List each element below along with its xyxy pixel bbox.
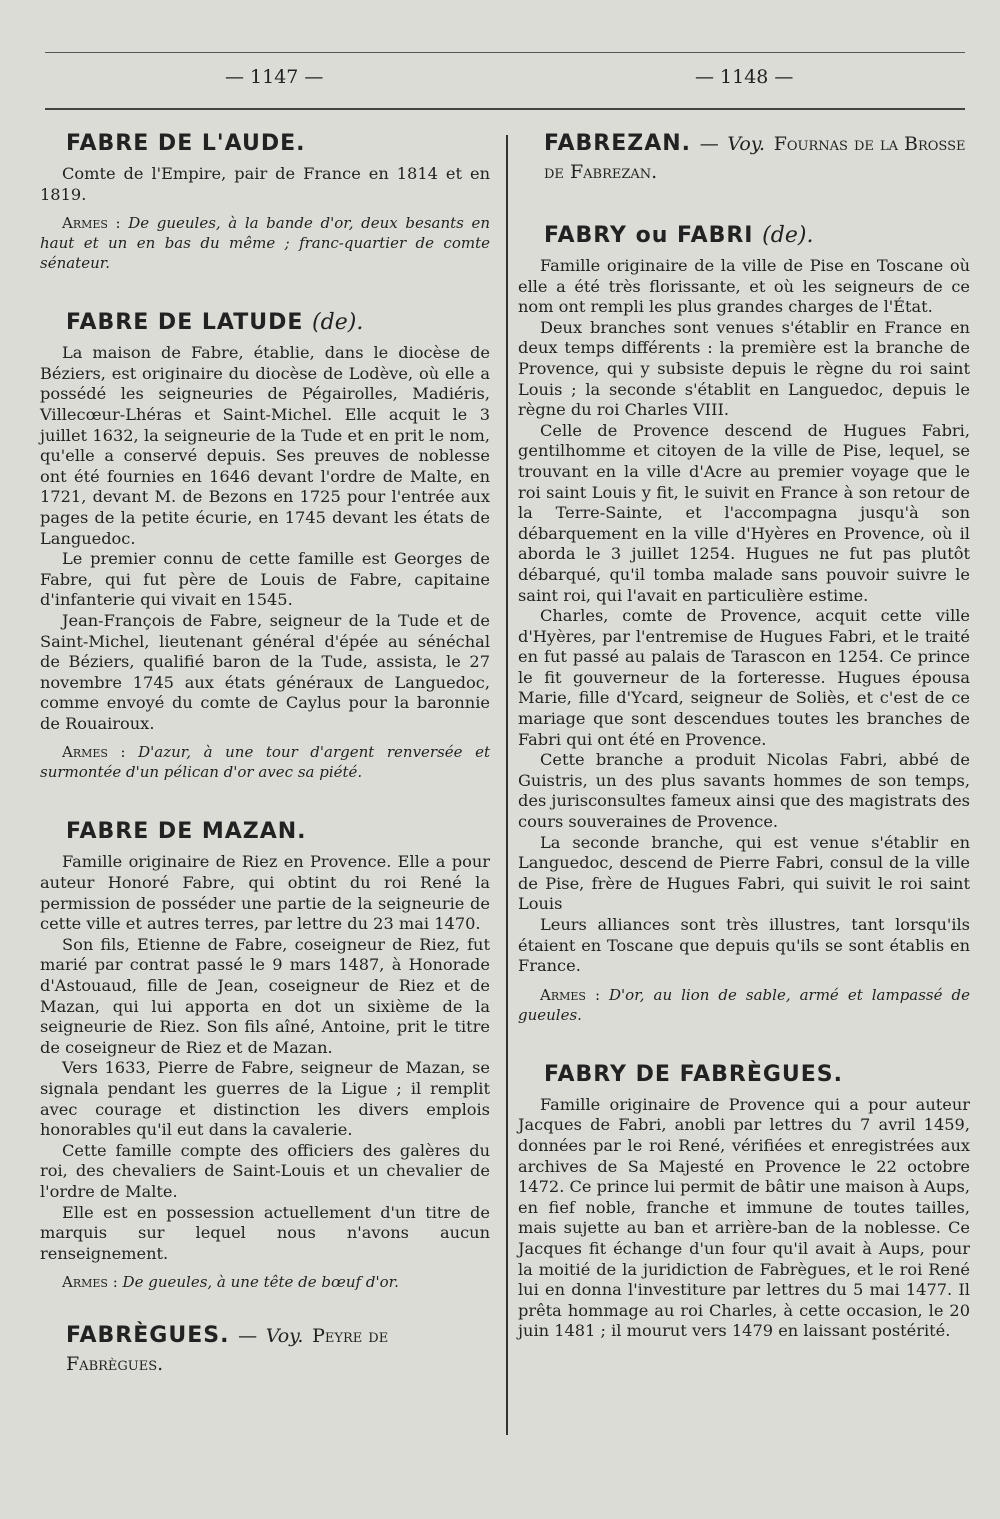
entry-paragraph: Leurs alliances sont très illustres, tant lorsqu'ils étaient en Toscane que depuis qu'ils se sont établis en France. — [518, 915, 970, 976]
entry-title: FABRE DE MAZAN. — [66, 819, 307, 845]
entry-title-suffix: (de). — [312, 310, 364, 336]
entry-fabrezan — [518, 130, 970, 186]
header-rule — [45, 108, 965, 110]
arms-label: Armes : — [540, 985, 601, 1004]
arms-text: De gueules, à la bande d'or, deux besants en haut et un en bas du même ; franc-quartier de comte sénateur. — [40, 214, 490, 273]
page-number-right: — 1148 — — [695, 66, 794, 88]
entry-dash: — — [238, 1325, 258, 1348]
entry-fabre-aude — [40, 130, 490, 273]
voy-label: Voy. — [265, 1325, 304, 1348]
arms-label: Armes : — [62, 1273, 118, 1292]
cross-reference[interactable]: Peyre de Fabrègues. — [66, 1325, 389, 1376]
entry-paragraph: Famille originaire de la ville de Pise en Toscane où elle a été très florissante, et où les seigneurs de ce nom ont rempli les plus grandes charges de l'État. — [518, 256, 970, 317]
entry-title: FABRY DE FABRÈGUES. — [544, 1061, 843, 1087]
entry-title — [544, 130, 970, 186]
entry-paragraph: Son fils, Etienne de Fabre, coseigneur de Riez, fut marié par contrat passé le 9 mars 1487, à Honorade d'Astouaud, fille de Jean, coseigneur de Riez et de Mazan, qui lui apporta en dot un sixième de la seigneurie de Riez. Son fils aîné, Antoine, prit le titre de coseigneur de Riez et de Mazan. — [40, 934, 490, 1057]
top-rule — [45, 52, 965, 53]
entry-paragraph: Le premier connu de cette famille est Georges de Fabre, qui fut père de Louis de Fabre, capitaine d'infanterie qui vivait en 1545. — [40, 549, 490, 610]
entry-paragraph: Famille originaire de Riez en Provence. Elle a pour auteur Honoré Fabre, qui obtint du roi René la permission de posséder une partie de la seigneurie de cette ville et autres terres, par lettre du 23 mai 1470. — [40, 852, 490, 934]
arms-text: De gueules, à une tête de bœuf d'or. — [122, 1273, 399, 1292]
entry-fabre-latude — [40, 309, 490, 782]
arms-label: Armes : — [62, 743, 126, 762]
entry-arms — [40, 742, 490, 782]
entry-paragraph: Cette famille compte des officiers des galères du roi, des chevaliers de Saint-Louis et un chevalier de l'ordre de Malte. — [40, 1140, 490, 1201]
left-column — [40, 130, 490, 1384]
entry-fabry-fabregues — [518, 1061, 970, 1342]
entry-title-text: FABRY ou FABRI — [544, 223, 754, 248]
entry-title-text: FABRÈGUES. — [66, 1323, 230, 1349]
entry-fabre-mazan — [40, 818, 490, 1292]
voy-label: Voy. — [727, 133, 766, 155]
entry-paragraph: Cette branche a produit Nicolas Fabri, abbé de Guistris, un des plus savants hommes de son temps, des jurisconsultes fameux ainsi que des magistrats des cours souveraines de Provence. — [518, 750, 970, 832]
entry-paragraph: La seconde branche, qui est venue s'établir en Languedoc, descend de Pierre Fabri, consul de la ville de Pise, frère de Hugues Fabri, qui suivit le roi saint Louis — [518, 832, 970, 914]
entry-paragraph: La maison de Fabre, établie, dans le diocèse de Béziers, est originaire du diocèse de Lodève, où elle a possédé les seigneuries de Pégairolles, Madiéris, Villecœur-Lhéras et Saint-Michel. Elle acquit le 3 juillet 1632, la seigneurie de la Tude et en prit le nom, qu'elle a conservé depuis. Ses preuves de noblesse ont été fournies en 1646 devant l'ordre de Malte, en 1721, devant M. de Bezons en 1725 pour l'entrée aux pages de la petite écurie, en 1745 devant les états de Languedoc. — [40, 343, 490, 548]
entry-title-text: FABREZAN. — [544, 131, 692, 156]
entry-paragraph: Famille originaire de Provence qui a pour auteur Jacques de Fabri, anobli par lettres du 7 avril 1459, données par le roi René, vérifiées et enregistrées aux archives de Sa Majesté en Provence le 22 octobre 1472. Ce prince lui permit de bâtir une maison à Aups, en fief noble, franche et immune de toutes tailles, mais sujette au ban et arrière-ban de la noblesse. Ce Jacques fit échange d'un four qu'il avait à Aups, pour la moitié de la juridiction de Fabrègues, et le roi René lui en donna l'investiture par lettres du 5 mai 1477. Il prêta hommage au roi Charles, à cette occasion, le 20 juin 1481 ; il mourut vers 1479 en laissant postérité. — [518, 1094, 970, 1341]
entry-paragraph: Deux branches sont venues s'établir en France en deux temps différents : la première est la branche de Provence, qui y subsiste depuis le règne du roi saint Louis ; la seconde s'établit en Languedoc, depuis le règne du roi Charles VIII. — [518, 317, 970, 420]
entry-title-text: FABRE DE LATUDE — [66, 310, 304, 336]
entry-title — [66, 309, 490, 337]
arms-text: D'or, au lion de sable, armé et lampassé de gueules. — [518, 985, 970, 1024]
page-number-left: — 1147 — — [225, 66, 324, 88]
entry-title-suffix: (de). — [762, 223, 814, 248]
entry-paragraph: Jean-François de Fabre, seigneur de la Tude et de Saint-Michel, lieutenant général d'épée au sénéchal de Béziers, qualifié baron de la Tude, assista, le 27 novembre 1745 aux états généraux de Languedoc, comme envoyé du comte de Caylus pour la baronnie de Rouairoux. — [40, 610, 490, 733]
entry-paragraph: Charles, comte de Provence, acquit cette ville d'Hyères, par l'entremise de Hugues Fabri, et le traité en fut passé au palais de Tarascon en 1254. Ce prince le fit gouverneur de la forteresse. Hugues épousa Marie, fille d'Ycard, seigneur de Soliès, et c'est de ce mariage que sont descendues toutes les branches de Fabri qui ont été en Provence. — [518, 606, 970, 749]
entry-title — [544, 222, 970, 250]
entry-arms — [518, 985, 970, 1025]
entry-paragraph: Elle est en possession actuellement d'un titre de marquis sur lequel nous n'avons aucun renseignement. — [40, 1202, 490, 1263]
right-column — [518, 130, 970, 1342]
entry-text: Comte de l'Empire, pair de France en 1814 et en 1819. — [40, 164, 490, 204]
arms-label: Armes : — [62, 214, 121, 233]
entry-paragraph: Celle de Provence descend de Hugues Fabri, gentilhomme et citoyen de la ville de Pise, lequel, se trouvant en la ville d'Acre au premier voyage que le roi saint Louis y fit, le suivit en France à son retour de la Terre-Sainte, et l'accompagna jusqu'à son débarquement en la ville d'Hyères en Provence, où il aborda le 3 juillet 1254. Hugues ne fut pas plutôt débarqué, qu'il tomba malade sans pouvoir suivre le saint roi, qui l'avait en particulière estime. — [518, 420, 970, 605]
entry-title — [66, 1322, 490, 1378]
entry-fabry — [518, 222, 970, 1025]
entry-paragraph: Vers 1633, Pierre de Fabre, seigneur de Mazan, se signala pendant les guerres de la Ligue ; il remplit avec courage et distinction les divers emplois honorables qu'il eut dans la cavalerie. — [40, 1058, 490, 1140]
entry-fabregues — [40, 1322, 490, 1378]
column-divider — [506, 135, 508, 1435]
entry-arms — [40, 1272, 490, 1292]
entry-title: FABRE DE L'AUDE. — [66, 131, 306, 156]
arms-text: D'azur, à une tour d'argent renversée et surmontée d'un pélican d'or avec sa piété. — [40, 743, 491, 782]
cross-reference[interactable]: Fournas de la Brosse de Fabrezan. — [544, 133, 966, 183]
entry-arms — [40, 213, 490, 273]
entry-dash: — — [699, 133, 719, 155]
